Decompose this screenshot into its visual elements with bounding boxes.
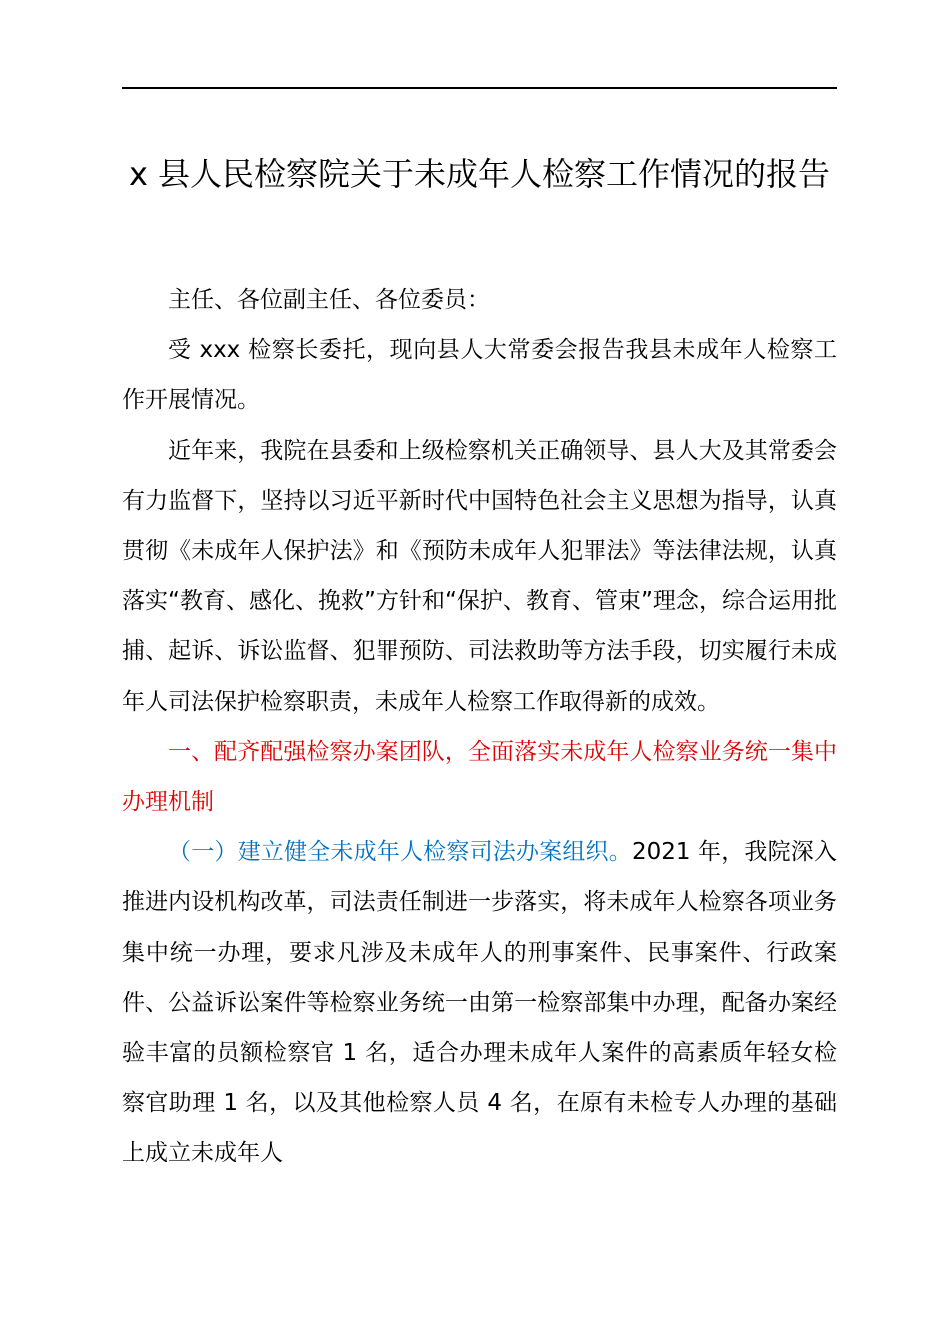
subsection-1-heading: （一）建立健全未成年人检察司法办案组织。	[168, 839, 632, 866]
subsection-1-paragraph	[122, 827, 837, 1178]
document-title: x 县人民检察院关于未成年人检察工作情况的报告	[128, 155, 831, 193]
salutation: 主任、各位副主任、各位委员：	[168, 287, 490, 313]
header-rule	[122, 87, 837, 89]
document-body	[122, 275, 837, 1179]
section-1-heading: 一、配齐配强检察办案团队，全面落实未成年人检察业务统一集中办理机制	[122, 738, 837, 816]
intro-paragraph: 受 xxx 检察长委托，现向县人大常委会报告我县未成年人检察工作开展情况。	[122, 337, 837, 414]
subsection-1-body: 2021 年，我院深入推进内设机构改革，司法责任制进一步落实，将未成年人检察各项业务集中统一办理，要求凡涉及未成年人的刑事案件、民事案件、行政案件、公益诉讼案件等检察业务统一由第一检察部集中办理，配备办案经验丰富的员额检察官 1 名，适合办理未成年人案件的高素质年轻女检察官助理 1 名，以及其他检察人员 4 名，在原有未检专人办理的基础上成立未成年人	[122, 839, 837, 1167]
overview-paragraph: 近年来，我院在县委和上级检察机关正确领导、县人大及其常委会有力监督下，坚持以习近平新时代中国特色社会主义思想为指导，认真贯彻《未成年人保护法》和《预防未成年人犯罪法》等法律法规，认真落实“教育、感化、挽救”方针和“保护、教育、管束”理念，综合运用批捕、起诉、诉讼监督、犯罪预防、司法救助等方法手段，切实履行未成年人司法保护检察职责，未成年人检察工作取得新的成效。	[122, 437, 837, 715]
